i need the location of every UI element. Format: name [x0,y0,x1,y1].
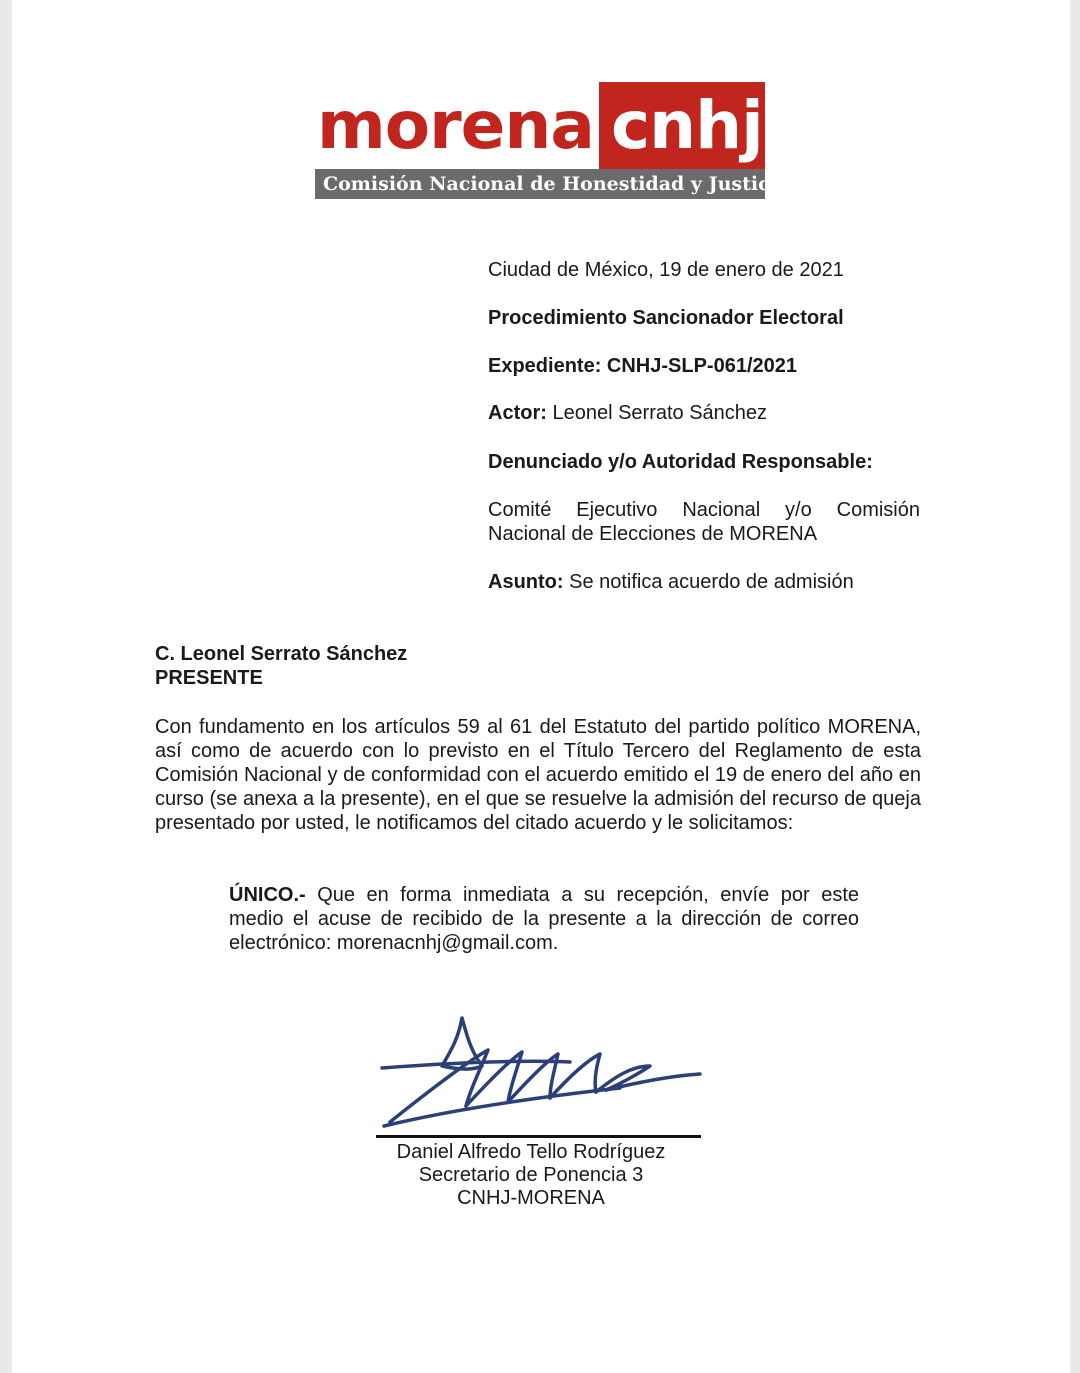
actor-value: Leonel Serrato Sánchez [552,402,768,424]
subject-label: Asunto: [488,571,564,593]
body-paragraph: Con fundamento en los artículos 59 al 61 del Estatuto del partido político MORENA, así como de acuerdo con lo previsto en el Título Tercero del Reglamento de esta Comisión Nacional y de conformidad con el acuerdo emitido el 19 de enero del año en curso (se anexa a la presente), en el que se resuelve la admisión del recurso de queja presentado por usted, le notificamos del citado acuerdo y le solicitamos: [155,716,921,834]
file-number [488,354,920,378]
unico-clause [229,883,859,955]
actor [488,401,920,425]
place-date: Ciudad de México, 19 de enero de 2021 [488,259,844,281]
accused-label: Denunciado y/o Autoridad Responsable: [488,451,873,473]
file-value: CNHJ-SLP-061/2021 [606,355,798,377]
logo-subtitle: Comisión Nacional de Honestidad y Justicia [323,173,790,195]
unico-text: Que en forma inmediata a su recepción, envíe por este medio el acuse de recibido de la presente a la dirección de correo electrónico: morenacnhj@gmail.com. [229,884,859,954]
unico-label: ÚNICO.- [229,884,306,906]
handwritten-signature [370,1010,710,1140]
morena-cnhj-logo [315,82,790,199]
subject [488,570,920,594]
signer-name: Daniel Alfredo Tello Rodríguez [396,1141,666,1163]
addressee-presente: PRESENTE [155,667,263,689]
subject-value: Se notifica acuerdo de admisión [569,571,854,593]
accused-line1: Comité Ejecutivo Nacional y/o Comisión [488,499,920,521]
logo-acronym-text: cnhj [611,87,763,164]
addressee [155,642,407,690]
accused-line2: Nacional de Elecciones de MORENA [488,523,818,545]
addressee-name: C. Leonel Serrato Sánchez [155,643,408,665]
actor-label: Actor: [488,402,547,424]
signer-title: Secretario de Ponencia 3 [418,1164,644,1186]
signature-block [376,1141,686,1210]
signer-org: CNHJ-MORENA [457,1187,605,1209]
signature-line [376,1135,701,1138]
procedure-title: Procedimiento Sancionador Electoral [488,307,844,329]
logo-brand-text: morena [317,87,594,164]
file-label: Expediente: [488,355,602,377]
